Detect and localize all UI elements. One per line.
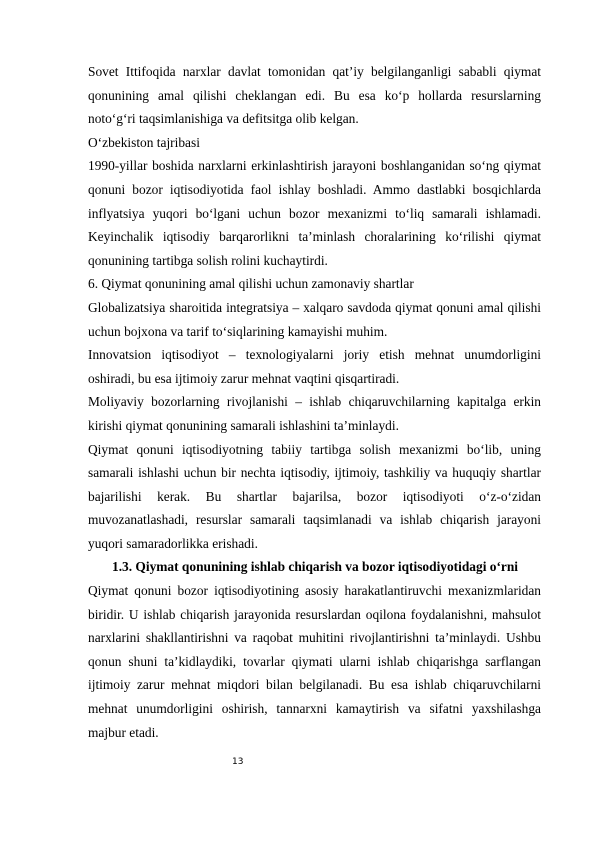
- paragraph-soviet-pricing: Sovet Ittifoqida narxlar davlat tomonidan qat’iy belgilanganligi sababli qiymat qonunining amal qilishi cheklangan edi. Bu esa ko‘p hollarda resurslarning noto‘g‘ri taqsimlanishiga va defitsitga olib kelgan.: [88, 64, 541, 127]
- paragraph-uzbekistan-experience-title: O‘zbekiston tajribasi: [88, 134, 200, 150]
- page-number: 13: [232, 757, 244, 767]
- paragraph-innovation: Innovatsion iqtisodiyot – texnologiyalarni joriy etish mehnat unumdorligini oshiradi, bu esa ijtimoiy zarur mehnat vaqtini qisqartiradi.: [88, 347, 541, 386]
- paragraph-globalization: Globalizatsiya sharoitida integratsiya – xalqaro savdoda qiymat qonuni amal qilishi uchun bojxona va tarif to‘siqlarining kamayishi muhim.: [88, 299, 541, 339]
- paragraph-1990s-liberalization: 1990-yillar boshida narxlarni erkinlashtirish jarayoni boshlanganidan so‘ng qiymat qonuni bozor iqtisodiyotida faol ishlay boshladi. Ammo dastlabki bosqichlarda inflyatsiya yuqori bo‘lgani uchun bozor mexanizmi to‘liq samarali ishlamadi. Keyinchalik iqtisodiy barqarorlikni ta’minlash choralarining ko‘rilishi qiymat qonunining tartibga solish rolini kuchaytirdi.: [88, 158, 541, 268]
- paragraph-financial-markets: Moliyaviy bozorlarning rivojlanishi – ishlab chiqaruvchilarning kapitalga erkin kirishi qiymat qonunining samarali ishlashini ta’minlaydi.: [88, 394, 541, 433]
- paragraph-modern-conditions-title: 6. Qiymat qonunining amal qilishi uchun zamonaviy shartlar: [88, 276, 414, 292]
- paragraph-regulation-mechanism: Qiymat qonuni iqtisodiyotning tabiiy tartibga solish mexanizmi bo‘lib, uning samarali ishlashi uchun bir nechta iqtisodiy, ijtimoiy, tashkiliy va huquqiy shartlar bajarilishi kerak. Bu shartlar bajarilsa, bozor iqtisodiyoti o‘z-o‘zidan muvozanatlashadi, resurslar samarali taqsimlanadi va ishlab chiqarish jarayoni yuqori samaradorlikka erishadi.: [88, 441, 541, 551]
- paragraph-market-mechanism: Qiymat qonuni bozor iqtisodiyotining asosiy harakatlantiruvchi mexanizmlaridan biridir. U ishlab chiqarish jarayonida resurslardan oqilona foydalanishni, mahsulot narxlarini shakllantirishni va raqobat muhitini rivojlantirishni ta’minlaydi. Ushbu qonun shuni ta’kidlaydiki, tovarlar qiymati ularni ishlab chiqarishga sarflangan ijtimoiy zarur mehnat miqdori bilan belgilanadi. Bu esa ishlab chiqaruvchilarni mehnat unumdorligini oshirish, tannarxni kamaytirish va sifatni yaxshilashga majbur etadi.: [88, 583, 541, 740]
- section-heading-1-3: 1.3. Qiymat qonunining ishlab chiqarish va bozor iqtisodiyotidagi o‘rni: [112, 559, 519, 575]
- document-page: [88, 60, 541, 744]
